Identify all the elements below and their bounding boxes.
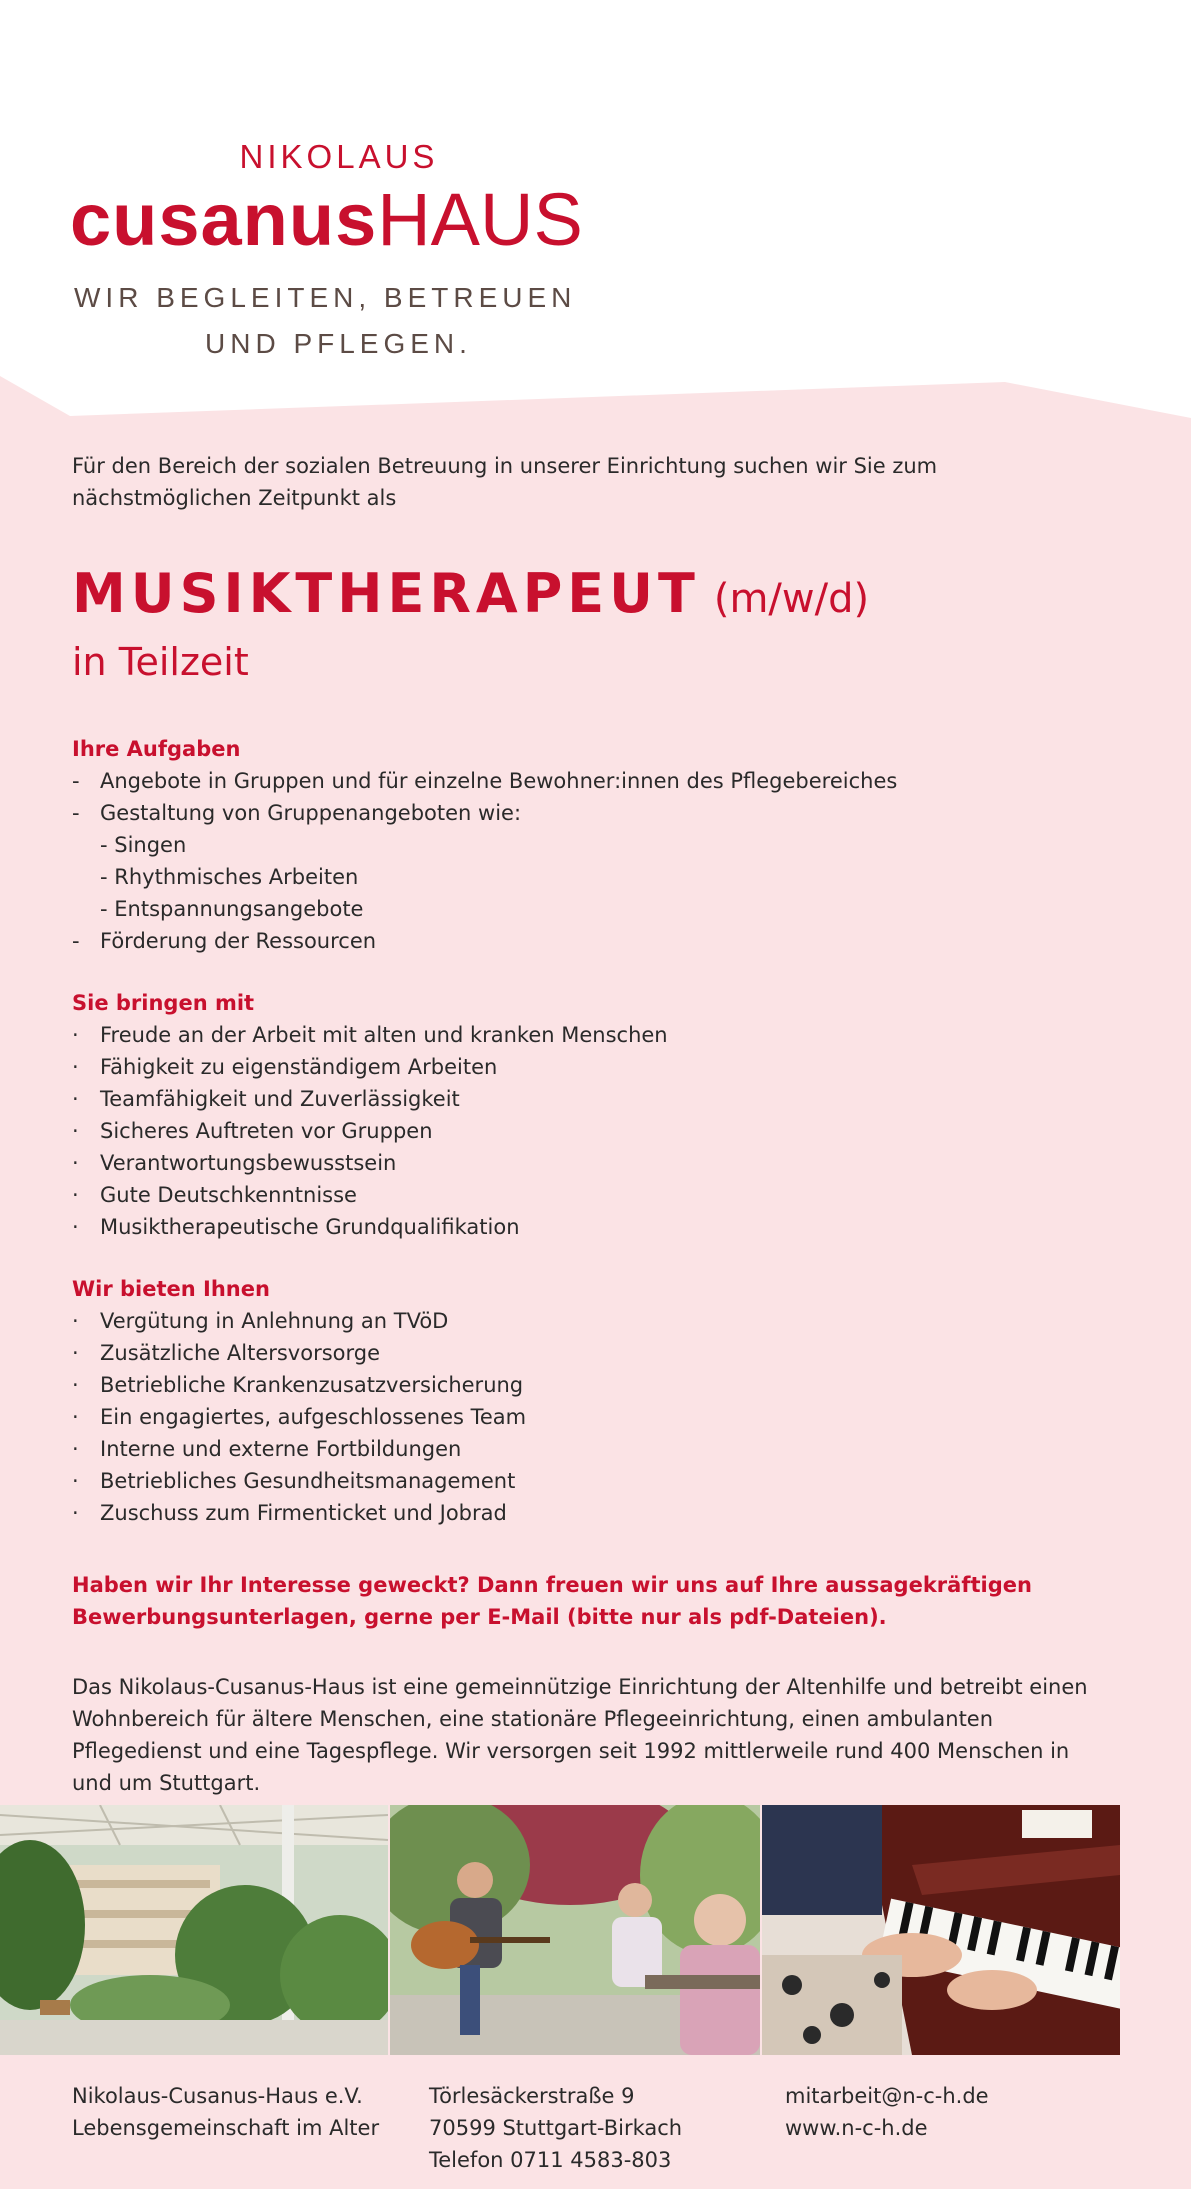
list-item: · Betriebliche Krankenzusatzversicherung	[72, 1373, 524, 1397]
list-item: · Gute Deutschkenntnisse	[72, 1183, 357, 1207]
bieten-list	[72, 1305, 1122, 1529]
job-title-suffix: (m/w/d)	[713, 576, 870, 622]
about-text: Das Nikolaus-Cusanus-Haus ist eine gemeinnützige Einrichtung der Altenhilfe und betreibt einen Wohnbereich für ältere Menschen, eine stationäre Pflegeeinrichtung, einen ambulanten Pflegedienst und eine Tagespflege. Wir versorgen seit 1992 mittlerweile rund 400 Menschen in und um Stuttgart.	[72, 1675, 1088, 1795]
list-item: · Teamfähigkeit und Zuverlässigkeit	[72, 1087, 460, 1111]
footer-street: Törlesäckerstraße 9	[429, 2084, 635, 2108]
footer-org-subtitle: Lebensgemeinschaft im Alter	[72, 2116, 380, 2140]
photo-atrium-garden	[0, 1805, 388, 2055]
bringen-list	[72, 1019, 1122, 1243]
list-item: · Interne und externe Fortbildungen	[72, 1437, 462, 1461]
section-bieten	[72, 1273, 1122, 1529]
list-item: · Zuschuss zum Firmenticket und Jobrad	[72, 1501, 507, 1525]
list-subitem: - Singen	[100, 833, 187, 857]
photo-guitar-session	[390, 1805, 760, 2055]
logo-word-haus: HAUS	[377, 178, 583, 261]
section-aufgaben	[72, 733, 1122, 957]
intro-text: Für den Bereich der sozialen Betreuung in unserer Einrichtung suchen wir Sie zum nächstmöglichen Zeitpunkt als	[72, 454, 938, 510]
footer-city: 70599 Stuttgart-Birkach	[429, 2116, 683, 2140]
footer-org	[72, 2080, 379, 2144]
list-subitem: - Entspannungsangebote	[100, 897, 364, 921]
photo-strip	[0, 1805, 1120, 2055]
job-title-main: MUSIKTHERAPEUT	[72, 562, 700, 625]
job-title	[72, 564, 1122, 637]
list-item: - Angebote in Gruppen und für einzelne Bewohner:innen des Pflegebereiches	[72, 769, 898, 793]
footer-email-link[interactable]: mitarbeit@n-c-h.de	[785, 2084, 989, 2108]
logo-tagline-2: UND PFLEGEN.	[205, 328, 472, 359]
list-item: - Förderung der Ressourcen	[72, 929, 377, 953]
list-item: · Verantwortungsbewusstsein	[72, 1151, 397, 1175]
footer-web-link[interactable]: www.n-c-h.de	[785, 2116, 928, 2140]
section-bringen	[72, 987, 1122, 1243]
list-item: · Fähigkeit zu eigenständigem Arbeiten	[72, 1055, 498, 1079]
footer-contact	[785, 2080, 989, 2144]
main-content	[72, 450, 1122, 1820]
section-heading: Sie bringen mit	[72, 991, 255, 1015]
list-subitem: - Rhythmisches Arbeiten	[100, 865, 359, 889]
logo-word-cusanus: cusanus	[70, 178, 378, 261]
footer-phone[interactable]: Telefon 0711 4583-803	[429, 2148, 672, 2172]
logo-wordmark	[70, 180, 610, 260]
footer-address	[429, 2080, 682, 2176]
list-item: - Gestaltung von Gruppenangeboten wie:	[72, 801, 522, 825]
list-item: · Ein engagiertes, aufgeschlossenes Team	[72, 1405, 527, 1429]
section-heading: Wir bieten Ihnen	[72, 1277, 270, 1301]
list-item: · Zusätzliche Altersvorsorge	[72, 1341, 381, 1365]
job-subtitle: in Teilzeit	[72, 640, 249, 684]
list-item: · Freude an der Arbeit mit alten und kranken Menschen	[72, 1023, 668, 1047]
footer-org-name: Nikolaus-Cusanus-Haus e.V.	[72, 2084, 363, 2108]
photo-piano	[762, 1805, 1120, 2055]
list-item: · Sicheres Auftreten vor Gruppen	[72, 1119, 433, 1143]
logo	[0, 0, 1191, 380]
aufgaben-list	[72, 765, 1122, 957]
application-callout: Haben wir Ihr Interesse geweckt? Dann freuen wir uns auf Ihre aussagekräftigen Bewerbungsunterlagen, gerne per E-Mail (bitte nur als pdf-Dateien).	[72, 1573, 1032, 1629]
list-item: · Vergütung in Anlehnung an TVöD	[72, 1309, 449, 1333]
logo-tagline-1: WIR BEGLEITEN, BETREUEN	[74, 282, 577, 313]
list-item: · Musiktherapeutische Grundqualifikation	[72, 1215, 520, 1239]
list-item: · Betriebliches Gesundheitsmanagement	[72, 1469, 516, 1493]
logo-line-nikolaus: NIKOLAUS	[239, 138, 439, 175]
section-heading: Ihre Aufgaben	[72, 737, 241, 761]
